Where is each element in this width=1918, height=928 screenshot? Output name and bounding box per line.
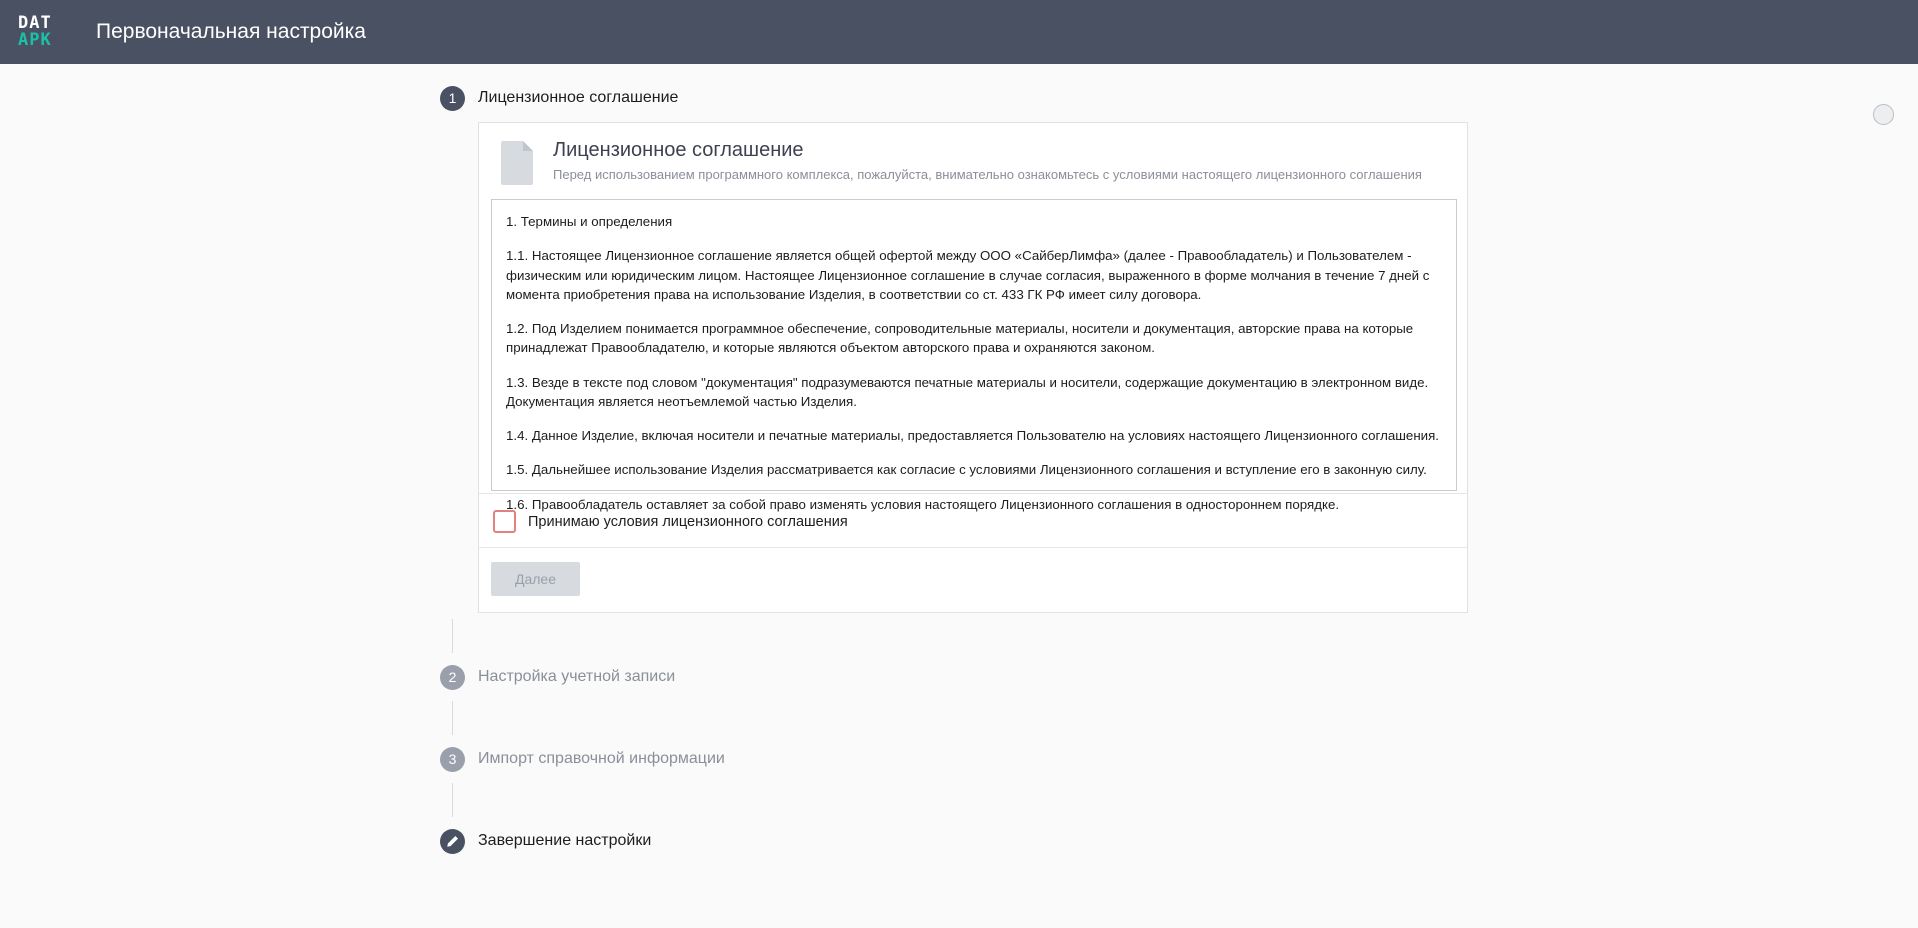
accessibility-icon[interactable]: [1873, 104, 1894, 125]
page-title: Первоначальная настройка: [96, 20, 366, 43]
step-1-number: 1: [440, 86, 465, 111]
step-1-header[interactable]: [440, 74, 1440, 122]
step-2-header[interactable]: [440, 653, 1440, 701]
step-final-header[interactable]: [440, 817, 1440, 865]
step-3-number: 3: [440, 747, 465, 772]
license-paragraph: 1.2. Под Изделием понимается программное обеспечение, сопроводительные материалы, носители и документация, авторские права на которые принадлежат Правообладателю, и которые являются объектом авторского права и охраняются законом.: [506, 321, 1414, 356]
step-final-label: Завершение настройки: [478, 832, 652, 849]
license-paragraph: 1.6. Правообладатель оставляет за собой право изменять условия настоящего Лицензионного соглашения в одностороннем порядке.: [506, 496, 1340, 512]
pencil-icon: [440, 829, 465, 854]
step-2-number: 2: [440, 665, 465, 690]
license-paragraph: 1.1. Настоящее Лицензионное соглашение является общей офертой между ООО «СайберЛимфа» (далее - Правообладатель) и Пользователем - физическим или юридическим лицом. Настоящее Лицензионное соглашение в случае согласия, выраженного в форме молчания в течение 7 дней с момента приобретения права на использование Изделия, в соответствии со ст. 433 ГК РФ имеет силу договора.: [506, 248, 1430, 302]
stepper: [440, 74, 1440, 865]
step-connector: [452, 783, 453, 817]
license-card-header: [479, 123, 1467, 195]
license-paragraph: 1.3. Везде в тексте под словом "документация" подразумеваются печатные материалы и носители, содержащие документацию в электронном виде. Документация является неотъемлемой частью Изделия.: [506, 374, 1429, 409]
setup-wizard: [0, 64, 1918, 865]
accept-license-label: Принимаю условия лицензионного соглашения: [528, 513, 848, 530]
step-connector: [452, 701, 453, 735]
license-paragraph: 1. Термины и определения: [506, 214, 673, 229]
license-card-footer: [479, 547, 1467, 612]
top-bar: [0, 0, 1918, 64]
license-subtitle: Перед использованием программного комплекса, пожалуйста, внимательно ознакомьтесь с условиями настоящего лицензионного соглашения: [553, 167, 1422, 182]
step-3-header[interactable]: [440, 735, 1440, 783]
license-paragraph: 1.4. Данное Изделие, включая носители и печатные материалы, предоставляется Пользователю на условиях настоящего Лицензионного соглашения.: [506, 428, 1439, 444]
license-card: [478, 122, 1468, 613]
logo-line-2: APK: [18, 30, 52, 50]
step-3-label: Импорт справочной информации: [478, 750, 725, 767]
license-paragraph: 1.5. Дальнейшее использование Изделия рассматривается как согласие с условиями Лицензионного соглашения и вступление его в законную силу.: [506, 462, 1427, 478]
license-text-scroll[interactable]: [491, 199, 1457, 512]
document-icon: [497, 139, 537, 185]
step-2-label: Настройка учетной записи: [478, 668, 676, 685]
step-1-label: Лицензионное соглашение: [478, 89, 679, 106]
next-button[interactable]: Далее: [491, 562, 580, 596]
logo-line-1: DAT: [18, 13, 52, 33]
step-1-body: [478, 122, 1440, 619]
license-title: Лицензионное соглашение: [553, 139, 804, 161]
app-logo: [18, 12, 74, 52]
step-connector: [452, 619, 453, 653]
